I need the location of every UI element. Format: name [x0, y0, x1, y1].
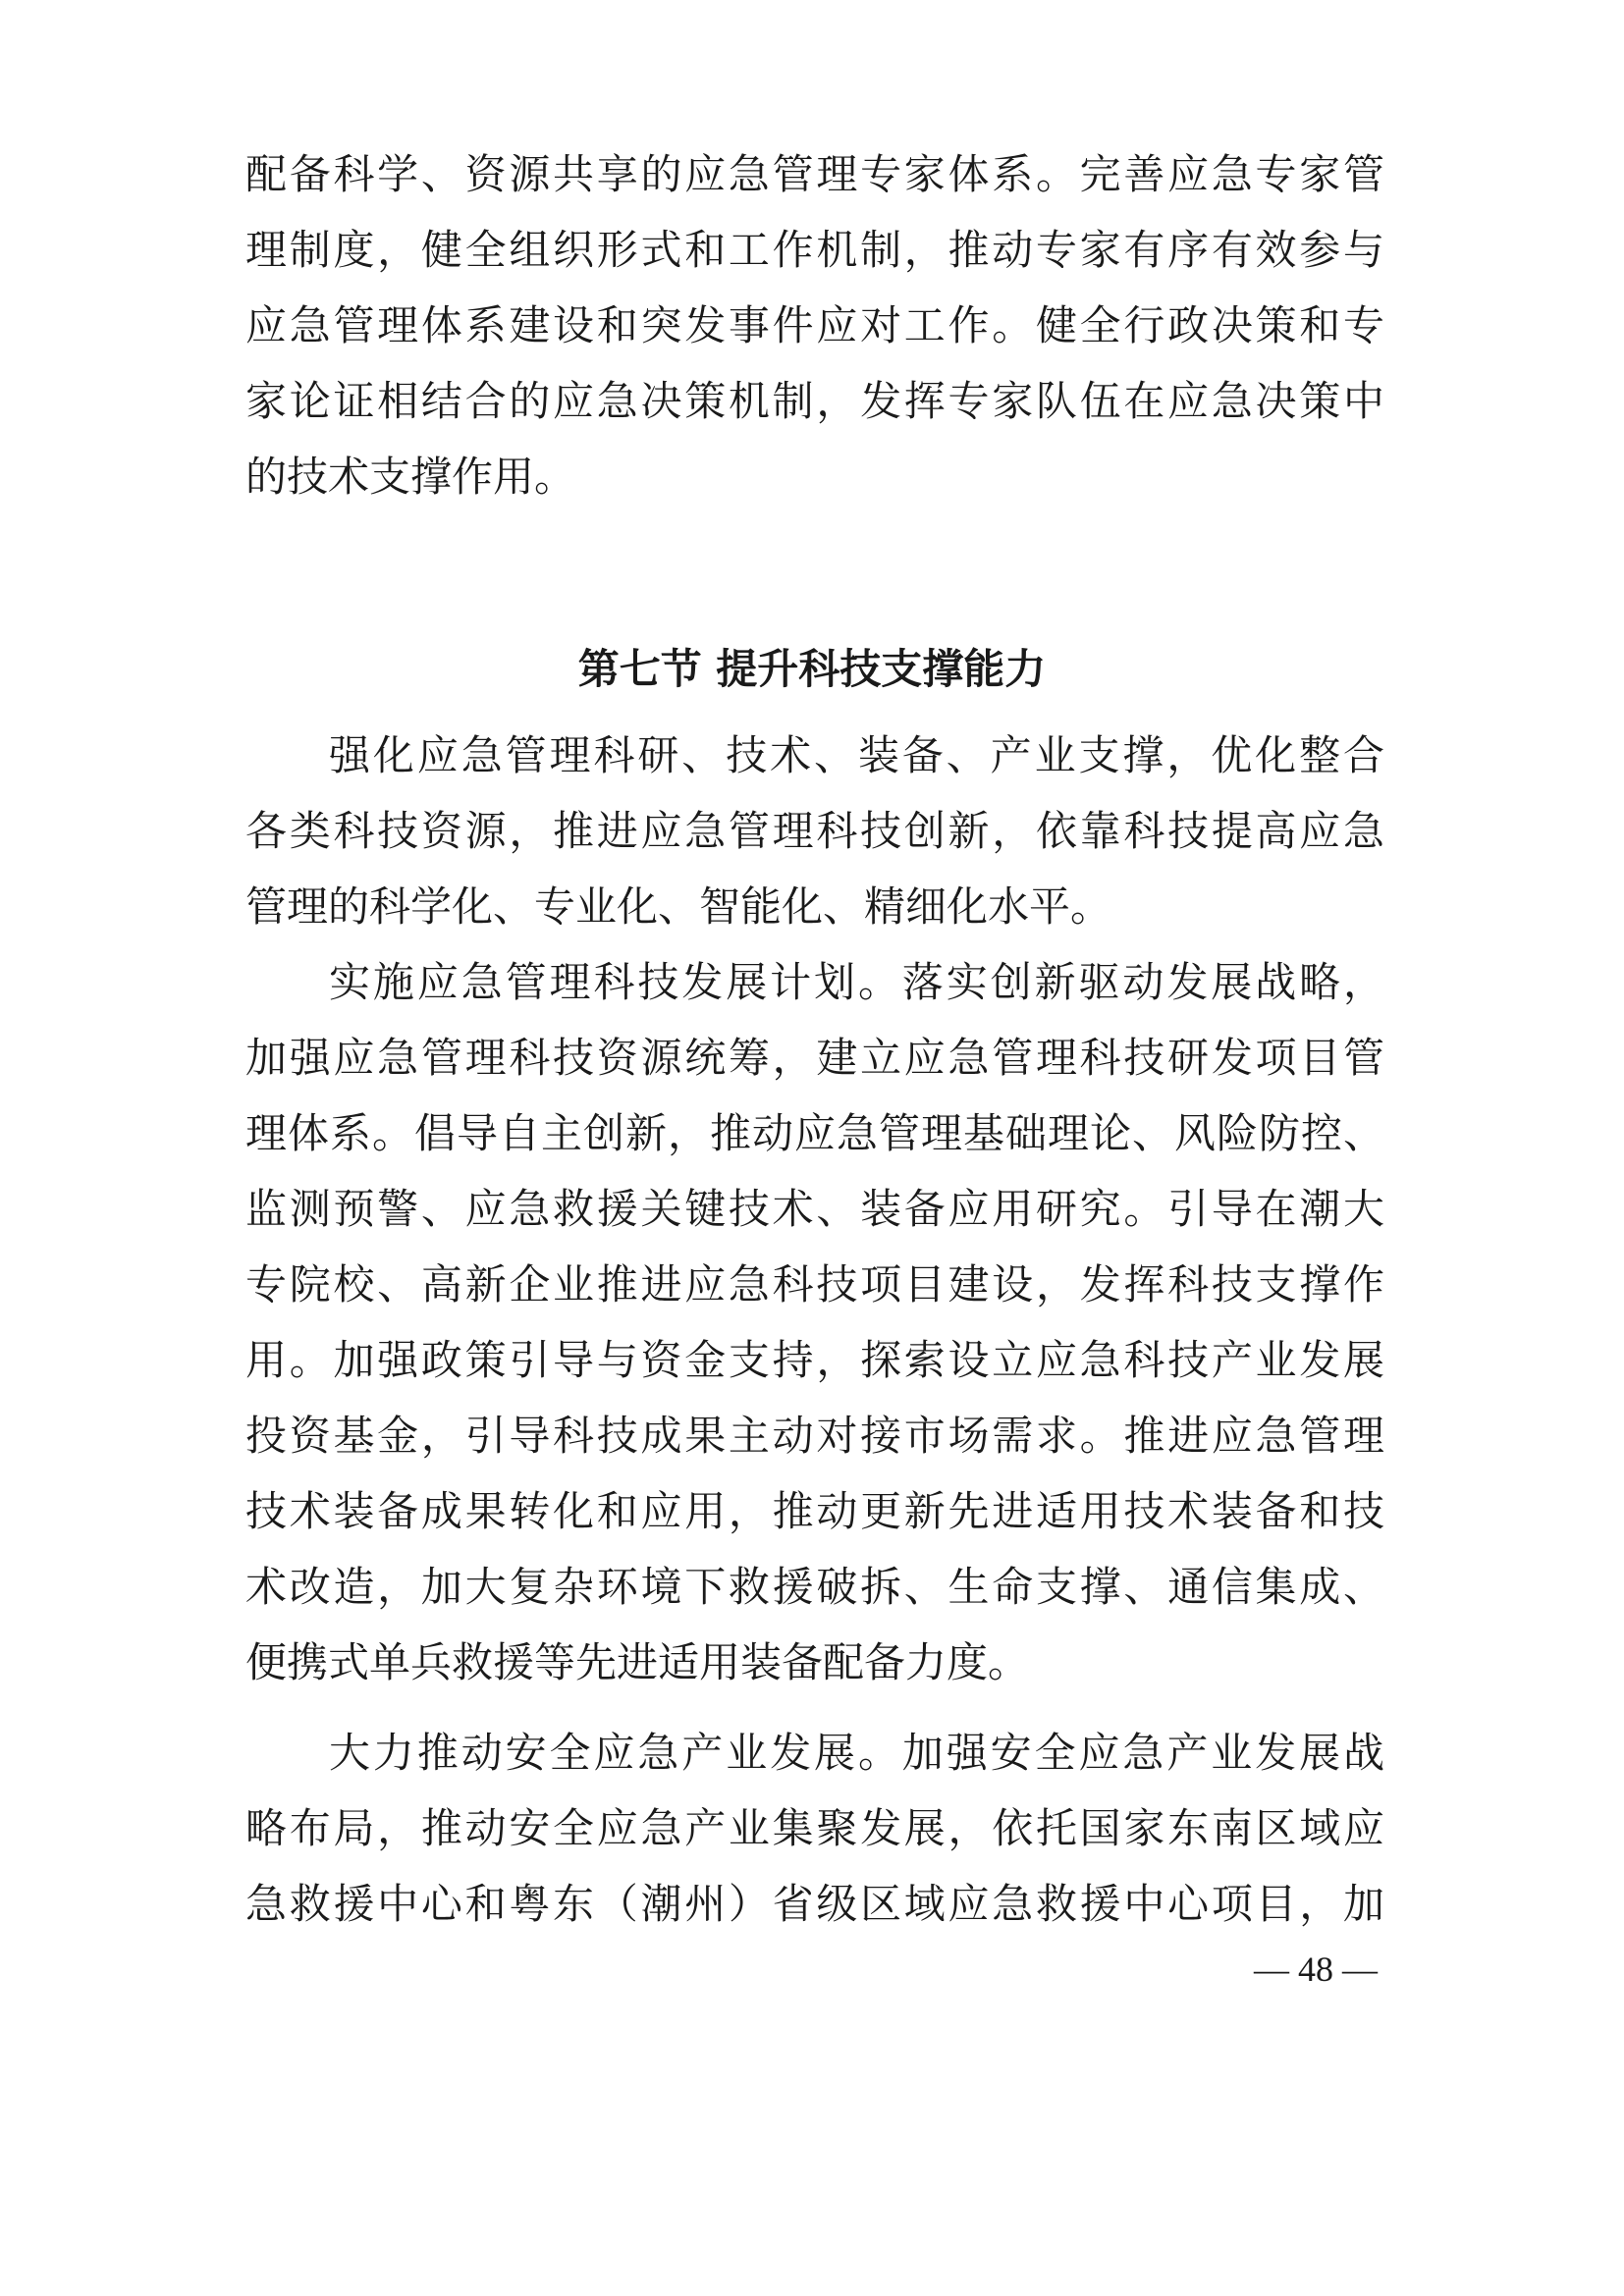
paragraph-line: 实施应急管理科技发展计划。落实创新驱动发展战略，: [329, 958, 1384, 1006]
paragraph-line: 配备科学、资源共享的应急管理专家体系。完善应急专家管: [245, 150, 1384, 198]
paragraph-line: 专院校、高新企业推进应急科技项目建设，发挥科技支撑作: [245, 1260, 1384, 1308]
paragraph-line: 监测预警、应急救援关键技术、装备应用研究。引导在潮大: [245, 1185, 1384, 1233]
paragraph-line: 理制度，健全组织形式和工作机制，推动专家有序有效参与: [245, 226, 1384, 274]
paragraph-line: 大力推动安全应急产业发展。加强安全应急产业发展战: [329, 1729, 1384, 1777]
page-number: — 48 —: [1254, 1949, 1378, 1989]
paragraph-line: 投资基金，引导科技成果主动对接市场需求。推进应急管理: [245, 1412, 1384, 1460]
paragraph-line: 加强应急管理科技资源统筹，建立应急管理科技研发项目管: [245, 1034, 1384, 1082]
paragraph-line: 应急管理体系建设和突发事件应对工作。健全行政决策和专: [245, 301, 1384, 349]
paragraph-line: 理体系。倡导自主创新，推动应急管理基础理论、风险防控、: [245, 1109, 1384, 1157]
paragraph-line: 略布局，推动安全应急产业集聚发展，依托国家东南区域应: [245, 1804, 1384, 1852]
paragraph-line: 便携式单兵救援等先进适用装备配备力度。: [245, 1638, 1030, 1686]
paragraph-line: 技术装备成果转化和应用，推动更新先进适用技术装备和技: [245, 1487, 1384, 1535]
paragraph-line: 管理的科学化、专业化、智能化、精细化水平。: [245, 882, 1112, 931]
paragraph-line: 急救援中心和粤东（潮州）省级区域应急救援中心项目，加: [245, 1880, 1384, 1928]
paragraph-line: 术改造，加大复杂环境下救援破拆、生命支撑、通信集成、: [245, 1563, 1384, 1611]
paragraph-line: 强化应急管理科研、技术、装备、产业支撑，优化整合: [329, 731, 1384, 779]
paragraph-line: 各类科技资源，推进应急管理科技创新，依靠科技提高应急: [245, 807, 1384, 855]
section-heading: 第七节 提升科技支撑能力: [577, 645, 1047, 693]
paragraph-line: 用。加强政策引导与资金支持，探索设立应急科技产业发展: [245, 1336, 1384, 1384]
paragraph-line: 的技术支撑作用。: [245, 453, 576, 501]
paragraph-line: 家论证相结合的应急决策机制，发挥专家队伍在应急决策中: [245, 377, 1384, 425]
